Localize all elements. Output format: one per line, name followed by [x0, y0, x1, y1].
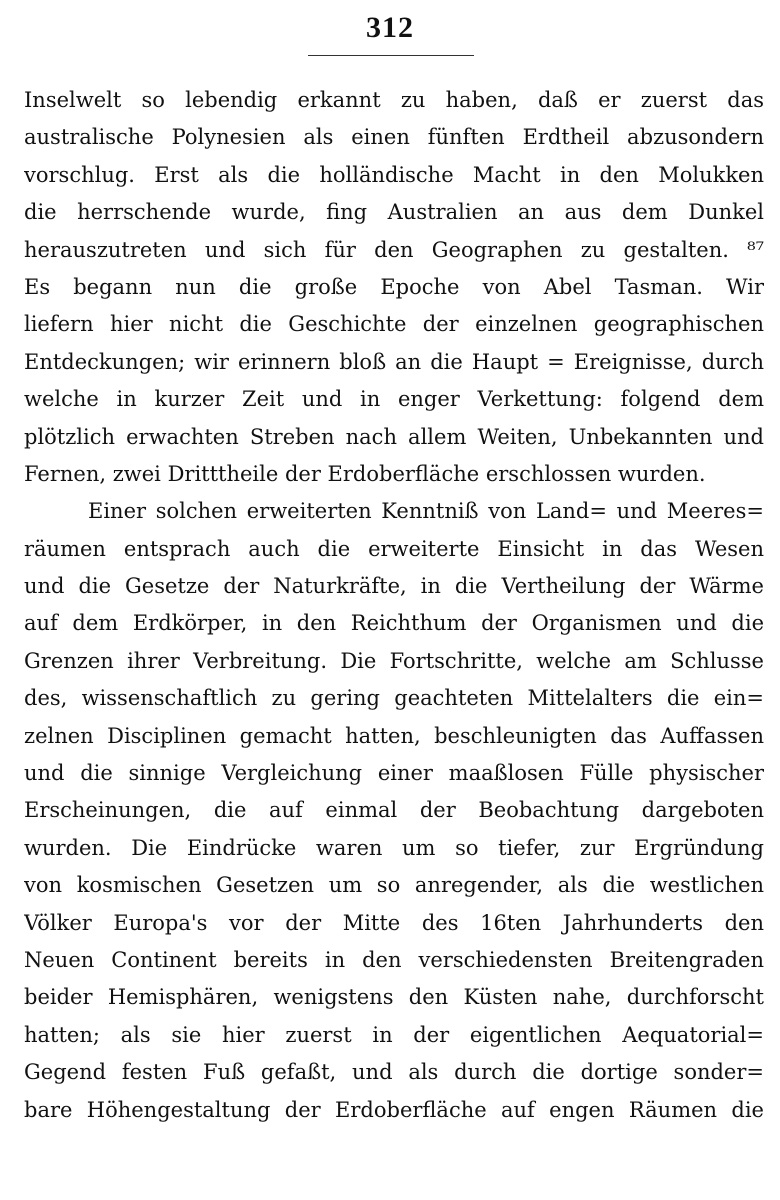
paragraph-1 — [24, 82, 764, 493]
text-line: räumen entsprach auch die erweiterte Einsicht in das Wesen — [24, 536, 764, 561]
text-line: und die sinnige Vergleichung einer maaßlosen Fülle physischer — [24, 761, 764, 786]
text-line: welche in kurzer Zeit und in enger Verkettung: folgend dem — [24, 387, 764, 412]
text-line: beider Hemisphären, wenigstens den Küsten nahe, durchforscht — [24, 985, 764, 1010]
text-line: Fernen, zwei Dritttheile der Erdoberfläche erschlossen wurden. — [24, 461, 706, 486]
text-line: Entdeckungen; wir erinnern bloß an die Haupt = Ereignisse, durch — [24, 349, 764, 374]
text-line: auf dem Erdkörper, in den Reichthum der Organismen und die — [24, 611, 764, 636]
header-rule — [308, 55, 474, 56]
paragraph-2 — [24, 493, 764, 1129]
text-line: die herrschende wurde, fing Australien an aus dem Dunkel — [24, 200, 764, 225]
text-line: Grenzen ihrer Verbreitung. Die Fortschritte, welche am Schlusse — [24, 648, 764, 673]
text-line: vorschlug. Erst als die holländische Macht in den Molukken — [24, 162, 764, 187]
text-line: des, wissenschaftlich zu gering geachteten Mittelalters die ein= — [24, 686, 764, 711]
text-line: Erscheinungen, die auf einmal der Beobachtung dargeboten — [24, 798, 764, 823]
text-line: Gegend festen Fuß gefaßt, und als durch die dortige sonder= — [24, 1060, 764, 1085]
text-line: Es begann nun die große Epoche von Abel Tasman. Wir — [24, 274, 764, 299]
text-line: Neuen Continent bereits in den verschiedensten Breitengraden — [24, 947, 764, 972]
text-line: und die Gesetze der Naturkräfte, in die Vertheilung der Wärme — [24, 574, 764, 599]
body-text — [24, 82, 764, 1129]
text-line: hatten; als sie hier zuerst in der eigentlichen Aequatorial= — [24, 1022, 764, 1047]
text-line: bare Höhengestaltung der Erdoberfläche auf engen Räumen die — [24, 1097, 764, 1122]
page-number: 312 — [366, 11, 414, 44]
text-line: Völker Europa's vor der Mitte des 16ten Jahrhunderts den — [24, 910, 764, 935]
text-line: von kosmischen Gesetzen um so anregender, als die westlichen — [24, 873, 764, 898]
text-line: Einer solchen erweiterten Kenntniß von Land= und Meeres= — [88, 499, 764, 524]
text-line: plötzlich erwachten Streben nach allem Weiten, Unbekannten und — [24, 424, 764, 449]
text-line: wurden. Die Eindrücke waren um so tiefer, zur Ergründung — [24, 835, 764, 860]
text-line: herauszutreten und sich für den Geographen zu gestalten. ⁸⁷ — [24, 237, 764, 262]
text-line: Inselwelt so lebendig erkannt zu haben, daß er zuerst das — [24, 88, 764, 112]
text-line: australische Polynesien als einen fünften Erdtheil abzusondern — [24, 125, 764, 150]
text-line: liefern hier nicht die Geschichte der einzelnen geographischen — [24, 312, 764, 337]
text-line: zelnen Disciplinen gemacht hatten, beschleunigten das Auffassen — [24, 723, 764, 748]
